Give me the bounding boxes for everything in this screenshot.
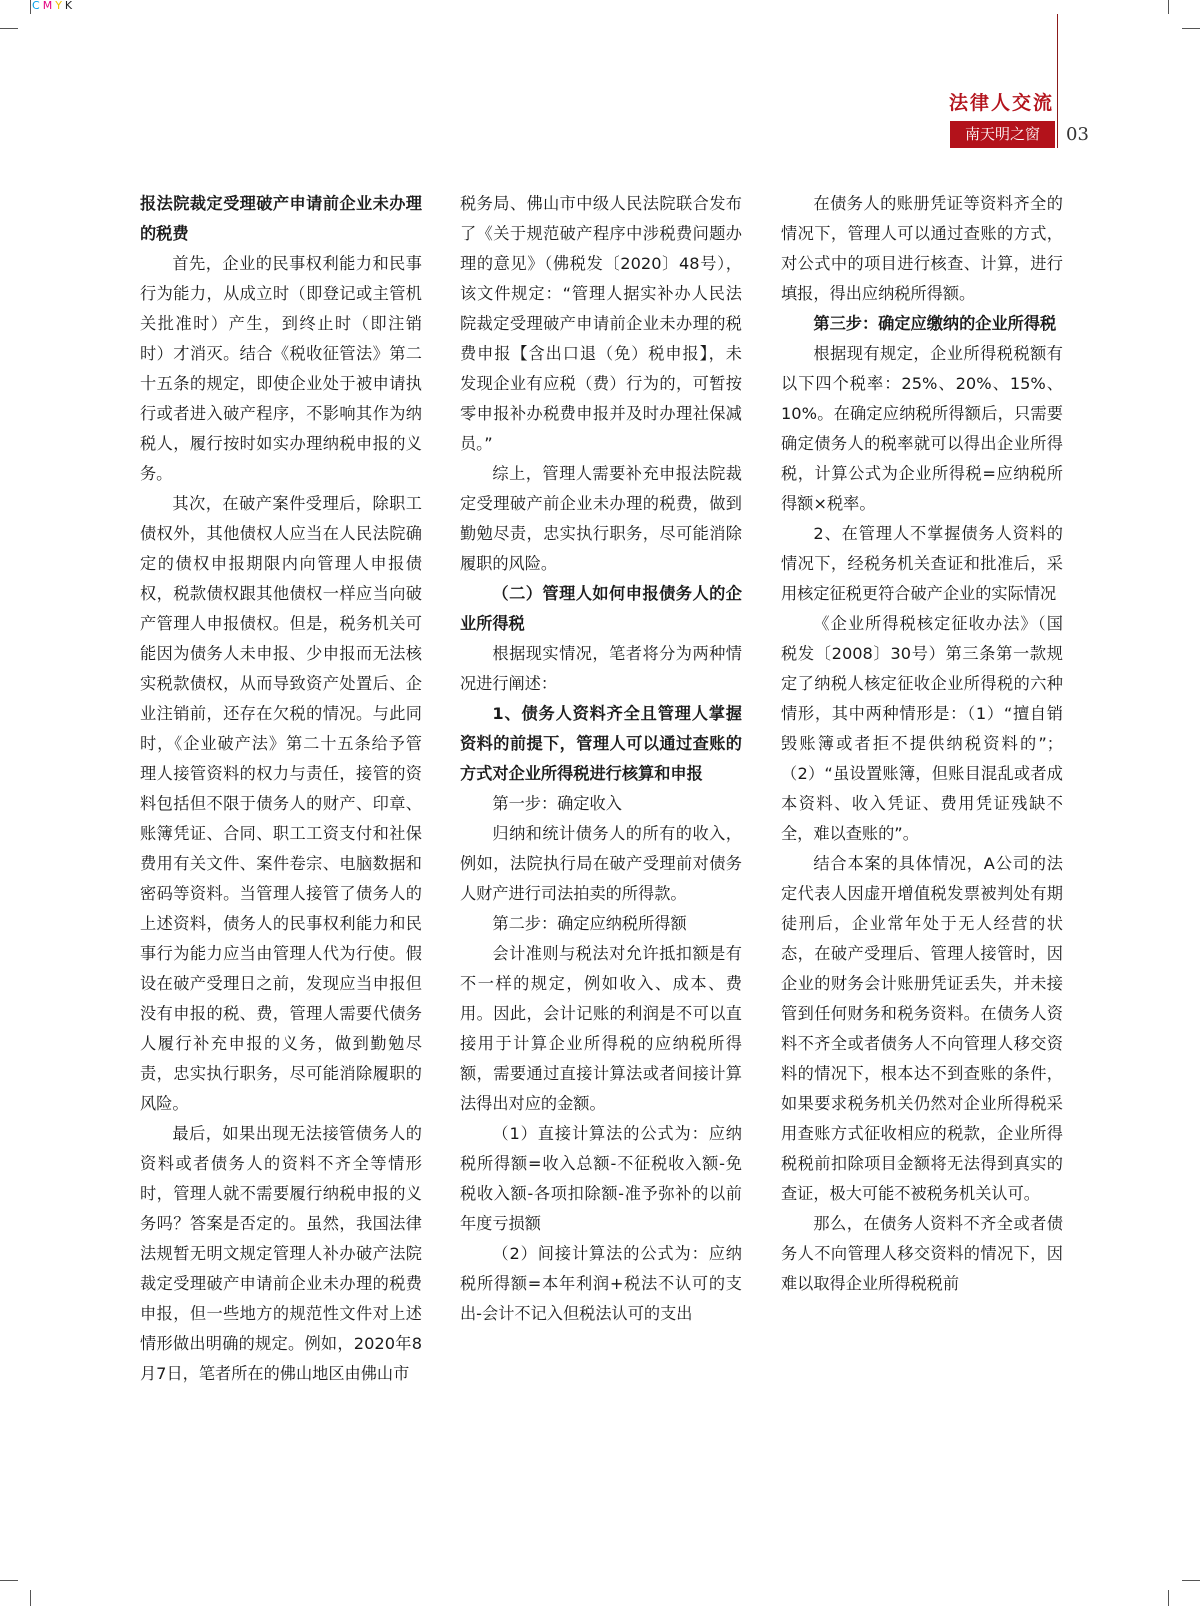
crop-mark — [0, 28, 18, 29]
paragraph: 其次，在破产案件受理后，除职工债权外，其他债权人应当在人民法院确定的债权申报期限内向管理人申报债权，税款债权跟其他债权一样应当向破产管理人申报债权。但是，税务机关可能因为债务人未申报、少申报而无法核实税款债权，从而导致资产处置后、企业注销前，还存在欠税的情况。与此同时，《企业破产法》第二十五条给予管理人接管资料的权力与责任，接管的资料包括但不限于债务人的财产、印章、账簿凭证、合同、职工工资支付和社保费用有关文件、案件卷宗、电脑数据和密码等资料。当管理人接管了债务人的上述资料，债务人的民事权利能力和民事行为能力应当由管理人代为行使。假设在破产受理日之前，发现应当申报但没有申报的税、费，管理人需要代债务人履行补充申报的义务，做到勤勉尽责，忠实执行职务，尽可能消除履职的风险。 — [140, 494, 422, 1113]
paragraph: 根据现有规定，企业所得税税额有以下四个税率：25%、20%、15%、10%。在确定应纳税所得额后，只需要确定债务人的税率就可以得出企业所得税，计算公式为企业所得税=应纳税所得额×税率。 — [781, 344, 1063, 513]
cmyk-y: Y — [55, 0, 65, 12]
paragraph: （二）管理人如何申报债务人的企业所得税 — [460, 584, 742, 633]
paragraph: 综上，管理人需要补充申报法院裁定受理破产前企业未办理的税费，做到勤勉尽责，忠实执行职务，尽可能消除履职的风险。 — [460, 464, 742, 573]
paragraph: 报法院裁定受理破产申请前企业未办理的税费 — [140, 194, 422, 243]
paragraph: （2）间接计算法的公式为：应纳税所得额=本年利润+税法不认可的支出-会计不记入但税法认可的支出 — [460, 1244, 742, 1323]
paragraph: 税务局、佛山市中级人民法院联合发布了《关于规范破产程序中涉税费问题办理的意见》（佛税发〔2020〕48号），该文件规定：“管理人据实补办人民法院裁定受理破产申请前企业未办理的税费申报【含出口退（免）税申报】，未发现企业有应税（费）行为的，可暂按零申报补办税费申报并及时办理社保减员。” — [460, 194, 742, 453]
paragraph: 《企业所得税核定征收办法》（国税发〔2008〕30号）第三条第一款规定了纳税人核定征收企业所得税的六种情形，其中两种情形是：（1）“擅自销毁账簿或者拒不提供纳税资料的”；（2）“虽设置账簿，但账目混乱或者成本资料、收入凭证、费用凭证残缺不全，难以查账的”。 — [781, 614, 1063, 843]
cmyk-c: C — [32, 0, 43, 12]
cmyk-label — [32, 0, 75, 12]
crop-mark — [1168, 0, 1169, 14]
crop-mark — [1182, 28, 1200, 29]
cmyk-m: M — [42, 0, 56, 12]
paragraph: 第一步：确定收入 — [492, 794, 622, 813]
crop-mark — [0, 1580, 18, 1581]
page-number: 03 — [1066, 124, 1089, 145]
paragraph: 第三步：确定应缴纳的企业所得税 — [813, 314, 1057, 333]
paragraph: 结合本案的具体情况，A公司的法定代表人因虚开增值税发票被判处有期徒刑后，企业常年处于无人经营的状态，在破产受理后、管理人接管时，因企业的财务会计账册凭证丢失，并未接管到任何财务和税务资料。在债务人资料不齐全或者债务人不向管理人移交资料的情况下，根本达不到查账的条件，如果要求税务机关仍然对企业所得税采用查账方式征收相应的税款，企业所得税税前扣除项目金额将无法得到真实的查证，极大可能不被税务机关认可。 — [781, 854, 1063, 1203]
crop-mark — [1168, 1590, 1169, 1606]
paragraph: 第二步：确定应纳税所得额 — [492, 914, 687, 933]
paragraph: 在债务人的账册凭证等资料齐全的情况下，管理人可以通过查账的方式，对公式中的项目进行核查、计算，进行填报，得出应纳税所得额。 — [781, 194, 1063, 303]
paragraph: 那么，在债务人资料不齐全或者债务人不向管理人移交资料的情况下，因难以取得企业所得税税前 — [781, 1214, 1063, 1293]
article-column-1 — [140, 189, 422, 1389]
column-subtitle: 南天明之窗 — [950, 121, 1055, 148]
crop-mark — [30, 0, 31, 14]
paragraph: 根据现实情况，笔者将分为两种情况进行阐述： — [460, 644, 742, 693]
paragraph: （1）直接计算法的公式为：应纳税所得额=收入总额-不征税收入额-免税收入额-各项扣除额-准予弥补的以前年度亏损额 — [460, 1124, 742, 1233]
crop-mark — [30, 1590, 31, 1606]
paragraph: 1、债务人资料齐全且管理人掌握资料的前提下，管理人可以通过查账的方式对企业所得税进行核算和申报 — [460, 704, 742, 783]
paragraph: 最后，如果出现无法接管债务人的资料或者债务人的资料不齐全等情形时，管理人就不需要履行纳税申报的义务吗？答案是否定的。虽然，我国法律法规暂无明文规定管理人补办破产法院裁定受理破产申请前企业未办理的税费申报，但一些地方的规范性文件对上述情形做出明确的规定。例如，2020年8月7日，笔者所在的佛山地区由佛山市 — [140, 1124, 422, 1383]
paragraph: 会计准则与税法对允许抵扣额是有不一样的规定，例如收入、成本、费用。因此，会计记账的利润是不可以直接用于计算企业所得税的应纳税所得额，需要通过直接计算法或者间接计算法得出对应的金额。 — [460, 944, 742, 1113]
paragraph: 2、在管理人不掌握债务人资料的情况下，经税务机关查证和批准后，采用核定征税更符合破产企业的实际情况 — [781, 524, 1063, 603]
crop-mark — [1182, 1580, 1200, 1581]
article-column-3 — [781, 189, 1063, 1299]
paragraph: 首先，企业的民事权利能力和民事行为能力，从成立时（即登记或主管机关批准时）产生，到终止时（即注销时）才消灭。结合《税收征管法》第二十五条的规定，即使企业处于被申请执行或者进入破产程序，不影响其作为纳税人，履行按时如实办理纳税申报的义务。 — [140, 254, 422, 483]
header-divider — [1057, 14, 1058, 148]
cmyk-k: K — [64, 0, 76, 12]
section-title: 法律人交流 — [948, 92, 1054, 114]
article-column-2 — [460, 189, 742, 1329]
paragraph: 归纳和统计债务人的所有的收入，例如，法院执行局在破产受理前对债务人财产进行司法拍卖的所得款。 — [460, 824, 742, 903]
